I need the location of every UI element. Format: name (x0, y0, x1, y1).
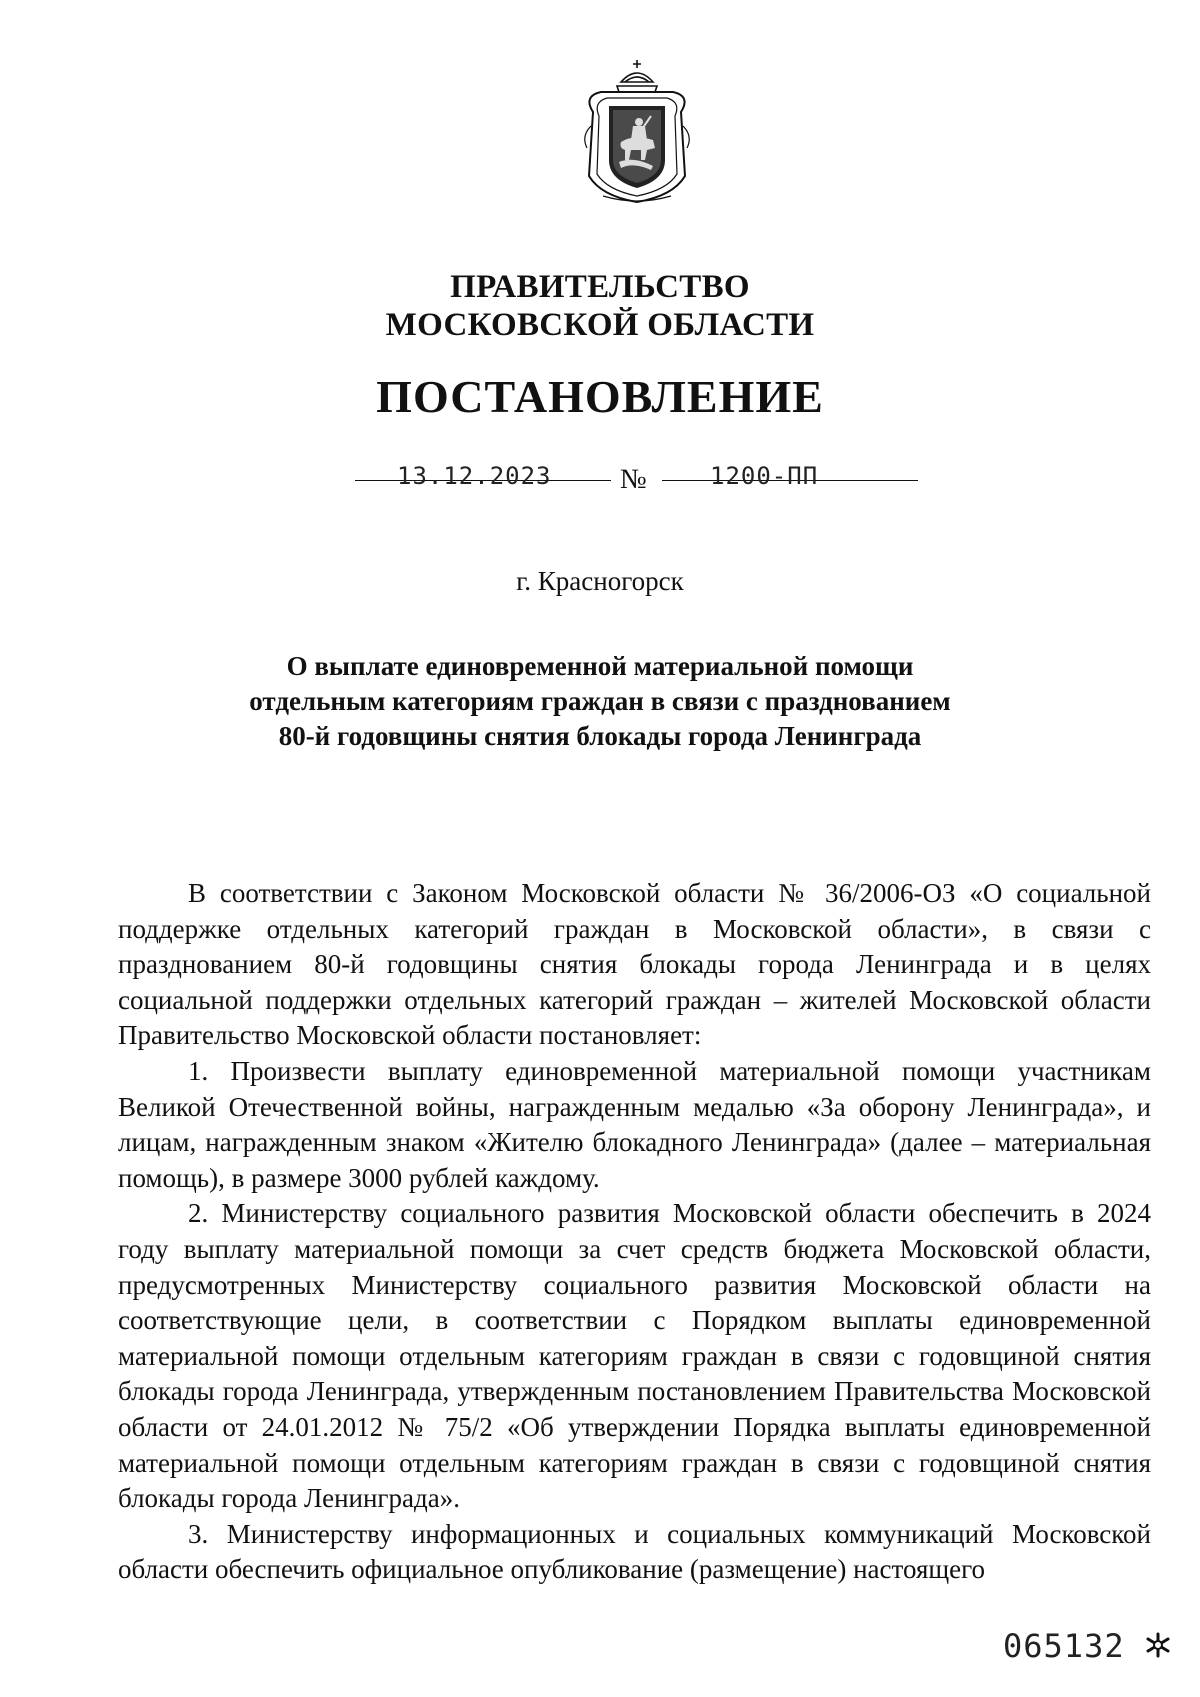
asterisk-mark-icon (1143, 1630, 1173, 1660)
item-3-paragraph: 3. Министерству информационных и социальных коммуникаций Московской области обеспечить официальное опубликование (размещение) настоящего (118, 1518, 1151, 1585)
item-1-paragraph: 1. Произвести выплату единовременной материальной помощи участникам Великой Отечественной войны, награжденным медалью «За оборону Ленинграда», и лицам, награжденным знаком «Жителю блокадного Ленинграда» (далее – материальная помощь), в размере 3000 рублей каждому. (118, 1055, 1151, 1193)
document-body (118, 876, 1151, 1588)
organization-line-1: ПРАВИТЕЛЬСТВО (450, 269, 750, 305)
document-title (0, 649, 1200, 754)
document-type: ПОСТАНОВЛЕНИЕ (376, 371, 824, 422)
organization-line-2: МОСКОВСКОЙ ОБЛАСТИ (385, 307, 815, 343)
coat-of-arms-icon (573, 56, 701, 206)
number-sign: № (620, 464, 647, 495)
serial-number: 065132 (1003, 1627, 1125, 1665)
organization-name (0, 268, 1200, 344)
title-line-2: отдельным категориям граждан в связи с празднованием (249, 686, 951, 716)
document-date: 13.12.2023 (397, 462, 552, 490)
intro-paragraph: В соответствии с Законом Московской области № 36/2006-ОЗ «О социальной поддержке отдельных категорий граждан в Московской области», в связи с празднованием 80-й годовщины снятия блокады города Ленинграда и в целях социальной поддержки отдельных категорий граждан – жителей Московской области Правительство Московской области постановляет: (118, 878, 1151, 1051)
title-line-1: О выплате единовременной материальной помощи (286, 651, 914, 681)
item-2-paragraph: 2. Министерству социального развития Московской области обеспечить в 2024 году выплату материальной помощи за счет средств бюджета Московской области, предусмотренных Министерству социального развития Московской области на соответствующие цели, в соответствии с Порядком выплаты единовременной материальной помощи отдельным категориям граждан в связи с годовщиной снятия блокады города Ленинграда, утвержденным постановлением Правительства Московской области от 24.01.2012 № 75/2 «Об утверждении Порядка выплаты единовременной материальной помощи отдельным категориям граждан в связи с годовщиной снятия блокады города Ленинграда». (118, 1198, 1151, 1514)
document-number: 1200-ПП (710, 462, 819, 490)
title-line-3: 80-й годовщины снятия блокады города Ленинграда (278, 721, 922, 751)
city: г. Красногорск (516, 566, 684, 596)
